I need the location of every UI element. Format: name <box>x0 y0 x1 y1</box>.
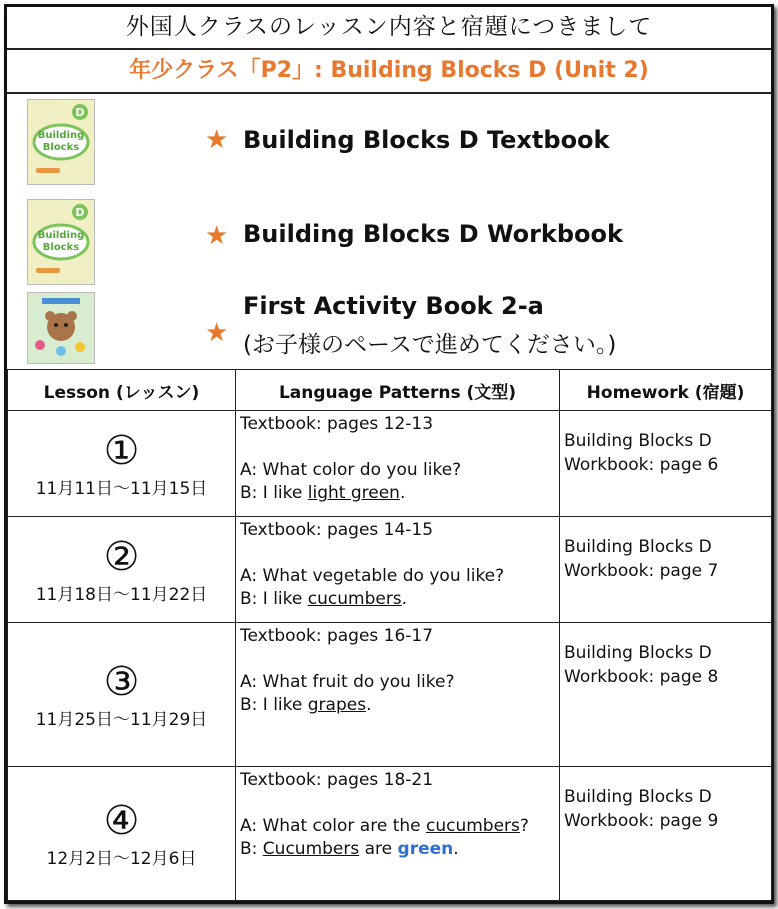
lesson-dates: 11月18日〜11月22日 <box>35 585 208 605</box>
table-row <box>8 767 772 901</box>
book-textbook <box>7 92 771 187</box>
textbook-pages: Textbook: pages 12-13 <box>240 414 434 434</box>
homework-cell <box>560 411 772 517</box>
star-icon: ★ <box>205 125 229 155</box>
question-line: A: What color are the cucumbers? <box>240 816 529 836</box>
homework-cell <box>560 767 772 901</box>
header-lesson: Lesson (レッスン) <box>8 370 236 411</box>
homework-book: Building Blocks D <box>564 537 712 557</box>
homework-cell <box>560 623 772 767</box>
homework-page: Workbook: page 8 <box>564 667 719 687</box>
workbook-cover-image <box>27 199 95 285</box>
lesson-cell <box>8 767 236 901</box>
lesson-cell <box>8 411 236 517</box>
textbook-cover-image <box>27 99 95 185</box>
svg-text:Building: Building <box>37 230 85 241</box>
page-title: 外国人クラスのレッスン内容と宿題につきまして <box>7 7 771 50</box>
class-subtitle: 年少クラス「P2」: Building Blocks D (Unit 2) <box>7 50 771 94</box>
star-icon: ★ <box>205 318 229 348</box>
textbook-pages: Textbook: pages 16-17 <box>240 626 434 646</box>
answer-line: B: I like cucumbers. <box>240 589 408 609</box>
textbook-pages: Textbook: pages 18-21 <box>240 770 434 790</box>
lesson-table <box>7 369 772 901</box>
document-frame <box>4 4 774 904</box>
header-language-patterns: Language Patterns (文型) <box>236 370 560 411</box>
book-title: Building Blocks D Workbook <box>243 220 623 248</box>
book-note: (お子様のペースで進めてください。) <box>243 332 617 358</box>
textbook-pages: Textbook: pages 14-15 <box>240 520 434 540</box>
language-cell <box>236 517 560 623</box>
svg-text:Blocks: Blocks <box>42 242 80 253</box>
svg-text:Blocks: Blocks <box>42 142 80 153</box>
book-activity <box>7 288 771 368</box>
lesson-cell <box>8 517 236 623</box>
question-line: A: What fruit do you like? <box>240 672 455 692</box>
lesson-dates: 12月2日〜12月6日 <box>46 849 197 869</box>
lesson-number: ③ <box>103 659 140 705</box>
lesson-number: ④ <box>103 798 140 844</box>
homework-book: Building Blocks D <box>564 431 712 451</box>
language-cell <box>236 411 560 517</box>
lesson-number: ① <box>103 428 140 474</box>
book-title: Building Blocks D Textbook <box>243 126 610 154</box>
language-cell <box>236 623 560 767</box>
book-workbook <box>7 190 771 285</box>
star-icon: ★ <box>205 221 229 251</box>
homework-book: Building Blocks D <box>564 787 712 807</box>
homework-page: Workbook: page 6 <box>564 455 719 475</box>
lesson-number: ② <box>103 534 140 580</box>
table-row <box>8 623 772 767</box>
table-row <box>8 517 772 623</box>
svg-text:Building: Building <box>37 130 85 141</box>
table-header-row <box>8 370 772 411</box>
cover-badge: D <box>75 206 85 219</box>
lesson-cell <box>8 623 236 767</box>
language-cell <box>236 767 560 901</box>
question-line: A: What color do you like? <box>240 460 462 480</box>
answer-line: B: I like light green. <box>240 483 406 503</box>
question-line: A: What vegetable do you like? <box>240 566 505 586</box>
lesson-dates: 11月11日〜11月15日 <box>35 479 208 499</box>
homework-cell <box>560 517 772 623</box>
header-homework: Homework (宿題) <box>560 370 772 411</box>
homework-page: Workbook: page 9 <box>564 811 719 831</box>
homework-page: Workbook: page 7 <box>564 561 719 581</box>
cover-badge: D <box>75 106 85 119</box>
answer-line: B: I like grapes. <box>240 695 372 715</box>
answer-line: B: Cucumbers are green. <box>240 839 459 859</box>
book-title: First Activity Book 2-a <box>243 292 544 320</box>
homework-book: Building Blocks D <box>564 643 712 663</box>
table-row <box>8 411 772 517</box>
lesson-dates: 11月25日〜11月29日 <box>35 710 208 730</box>
activity-book-cover-image <box>27 292 95 364</box>
